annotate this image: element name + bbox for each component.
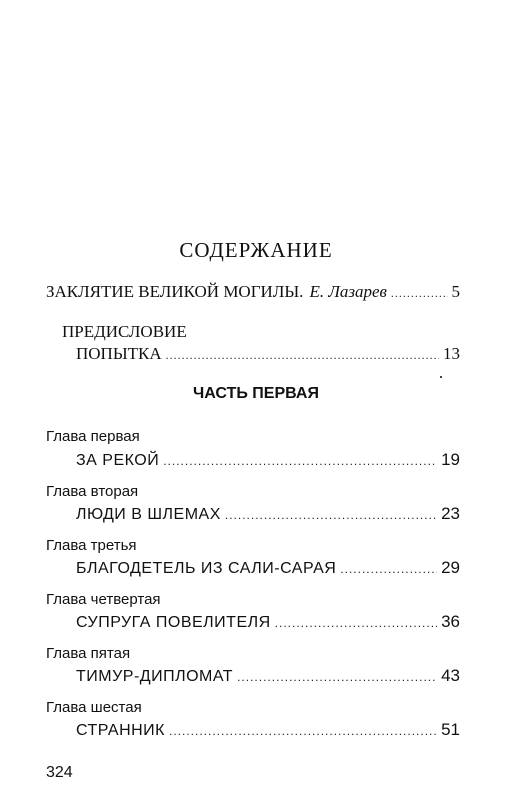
toc-page-number: 23 xyxy=(441,504,460,523)
toc-entry-title: СУПРУГА ПОВЕЛИТЕЛЯ xyxy=(76,614,271,631)
page-folio-number: 324 xyxy=(46,764,73,781)
dot-leader xyxy=(391,286,448,301)
dot-leader xyxy=(225,508,437,522)
chapter-label: Глава четвертая xyxy=(46,591,161,608)
dot-leader xyxy=(169,724,437,738)
toc-entry-title: СТРАННИК xyxy=(76,722,165,739)
toc-page-number: 19 xyxy=(441,450,460,469)
toc-entry-chapter xyxy=(76,720,460,740)
toc-entry-title: ПОПЫТКА xyxy=(76,344,162,363)
toc-page-number: 43 xyxy=(441,666,460,685)
toc-page-number: 5 xyxy=(451,282,460,301)
preface-label: ПРЕДИСЛОВИЕ xyxy=(62,322,187,341)
chapter-label: Глава первая xyxy=(46,428,140,445)
toc-entry-chapter xyxy=(76,450,460,470)
chapter-label: Глава пятая xyxy=(46,645,131,662)
toc-entry-title: ЗА РЕКОЙ xyxy=(76,452,160,469)
toc-entry-chapter xyxy=(76,666,460,686)
dot-leader xyxy=(275,616,437,630)
dot-leader xyxy=(166,348,439,363)
toc-page-number: 13 xyxy=(443,344,460,363)
toc-entry-author: Е. Лазарев xyxy=(309,282,387,301)
toc-entry-title: ТИМУР-ДИПЛОМАТ xyxy=(76,668,234,685)
chapter-label: Глава третья xyxy=(46,537,137,554)
chapter-label: Глава вторая xyxy=(46,483,139,500)
toc-entry-chapter xyxy=(76,504,460,524)
toc-entry-title: БЛАГОДЕТЕЛЬ ИЗ САЛИ-САРАЯ xyxy=(76,560,337,577)
print-mark xyxy=(440,376,442,378)
toc-entry-chapter xyxy=(76,612,460,632)
toc-page-number: 29 xyxy=(441,558,460,577)
dot-leader xyxy=(340,562,437,576)
toc-entry-title: ЛЮДИ В ШЛЕМАХ xyxy=(76,506,221,523)
contents-heading: СОДЕРЖАНИЕ xyxy=(179,238,333,262)
toc-page-number: 51 xyxy=(441,720,460,739)
toc-entry-title: ЗАКЛЯТИЕ ВЕЛИКОЙ МОГИЛЫ. xyxy=(46,282,304,301)
part-title: ЧАСТЬ ПЕРВАЯ xyxy=(193,385,319,402)
chapter-label: Глава шестая xyxy=(46,699,142,716)
toc-entry-intro xyxy=(46,282,460,302)
dot-leader xyxy=(163,454,437,468)
toc-entry-preface xyxy=(76,344,460,364)
toc-page-number: 36 xyxy=(441,612,460,631)
dot-leader xyxy=(237,670,437,684)
toc-entry-chapter xyxy=(76,558,460,578)
